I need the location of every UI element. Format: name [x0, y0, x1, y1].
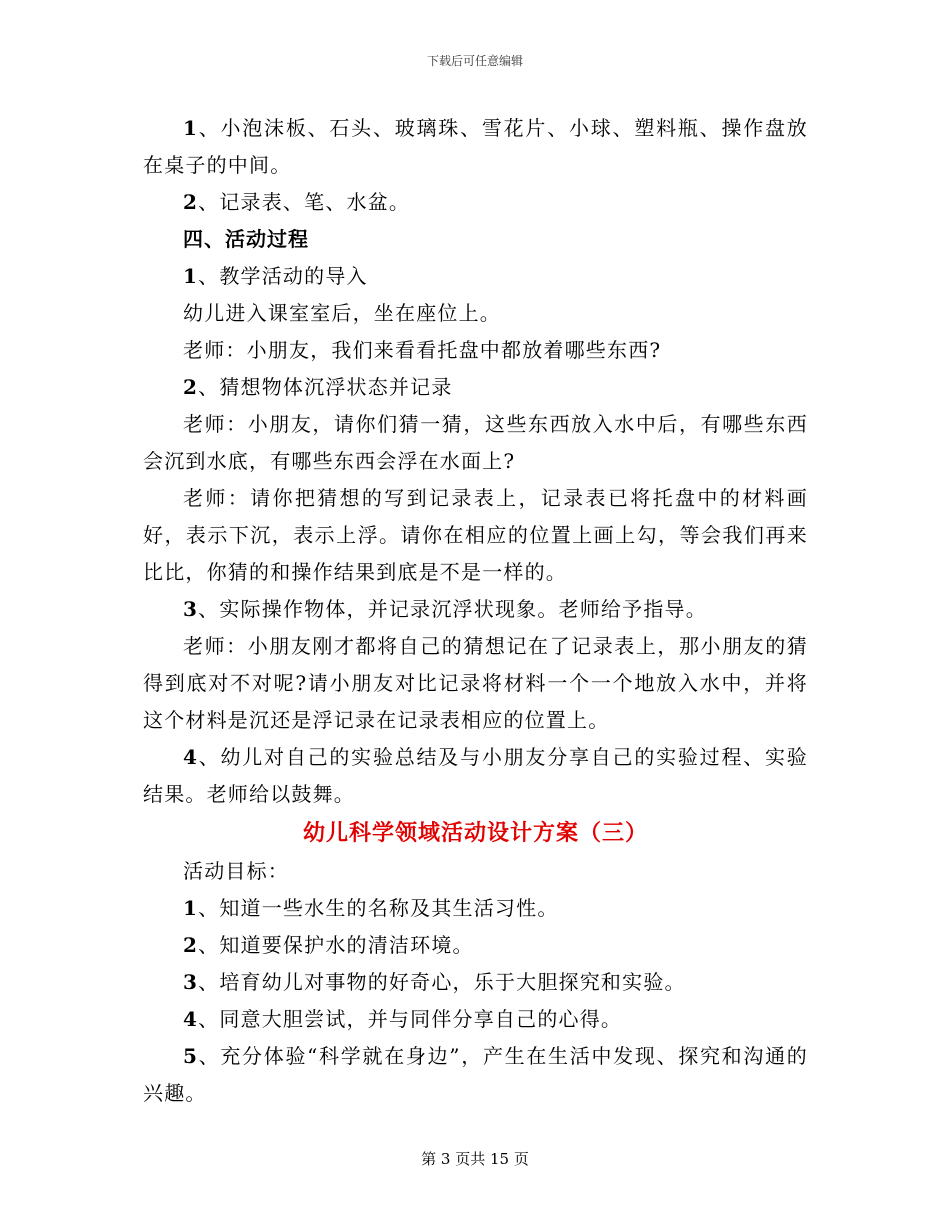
paragraph-text: 、小泡沫板、石头、玻璃珠、雪花片、小球、塑料瓶、操作盘放在桌子的中间。 [143, 116, 808, 177]
paragraph [143, 295, 808, 332]
paragraph-text: 、知道要保护水的清洁环境。 [198, 933, 474, 957]
item-number: 3 [183, 597, 199, 621]
item-number: 2 [183, 190, 199, 214]
paragraph-text: 活动目标： [183, 859, 289, 883]
paragraph [143, 258, 808, 295]
paragraph-text: 老师：小朋友，我们来看看托盘中都放着哪些东西? [183, 338, 662, 362]
paragraph-text: 、教学活动的导入 [198, 264, 368, 288]
paragraph-text: 、记录表、笔、水盆。 [198, 190, 411, 214]
paragraph [143, 480, 808, 591]
paragraph [143, 1001, 808, 1038]
page-header: 下载后可任意编辑 [426, 54, 523, 68]
item-number: 1 [183, 116, 199, 140]
paragraph-text: 老师：小朋友刚才都将自己的猜想记在了记录表上，那小朋友的猜得到底对不对呢?请小朋友对比记录将材料一个一个地放入水中，并将这个材料是沉还是浮记录在记录表相应的位置上。 [143, 634, 808, 732]
item-number: 3 [183, 970, 199, 994]
paragraph [143, 406, 808, 480]
paragraph-text: 老师：小朋友，请你们猜一猜，这些东西放入水中后，有哪些东西会沉到水底，有哪些东西会浮在水面上? [143, 412, 808, 473]
item-number: 5 [183, 1044, 199, 1068]
paragraph-text: 幼儿进入课室室后，坐在座位上。 [183, 301, 501, 325]
paragraph-text: 、知道一些水生的名称及其生活习性。 [198, 896, 559, 920]
item-number: 2 [183, 933, 199, 957]
activity-goals [143, 853, 808, 1112]
paragraph [143, 369, 808, 406]
paragraph [143, 591, 808, 628]
paragraph-text: 、培育幼儿对事物的好奇心，乐于大胆探究和实验。 [198, 970, 686, 994]
paragraph [143, 332, 808, 369]
activity-process [143, 258, 808, 813]
item-number: 2 [183, 375, 199, 399]
paragraph [143, 890, 808, 927]
paragraph [143, 184, 808, 221]
paragraph-text: 老师：请你把猜想的写到记录表上，记录表已将托盘中的材料画好，表示下沉，表示上浮。请你在相应的位置上画上勾，等会我们再来比比，你猜的和操作结果到底是不是一样的。 [143, 486, 808, 584]
paragraph [143, 853, 808, 890]
item-number: 1 [183, 896, 199, 920]
item-number: 4 [183, 1007, 199, 1031]
page-footer: 第 3 页共 15 页 [421, 1150, 529, 1168]
paragraph [143, 1038, 808, 1112]
paragraph-text: 、实际操作物体，并记录沉浮状现象。老师给予指导。 [198, 597, 707, 621]
paragraph [143, 927, 808, 964]
item-number: 1 [183, 264, 199, 288]
paragraph-text: 、充分体验“科学就在身边”，产生在生活中发现、探究和沟通的兴趣。 [143, 1044, 808, 1105]
document-title: 幼儿科学领域活动设计方案（三） [302, 820, 648, 846]
paragraph-text: 、同意大胆尝试，并与同伴分享自己的心得。 [198, 1007, 623, 1031]
paragraph [143, 628, 808, 739]
materials-list [143, 110, 808, 221]
item-number: 4 [183, 745, 199, 769]
paragraph [143, 739, 808, 813]
paragraph-text: 、幼儿对自己的实验总结及与小朋友分享自己的实验过程、实验结果。老师给以鼓舞。 [143, 745, 808, 806]
section-heading: 四、活动过程 [183, 227, 309, 251]
paragraph [143, 110, 808, 184]
document-body [143, 110, 808, 1112]
paragraph [143, 964, 808, 1001]
paragraph-text: 、猜想物体沉浮状态并记录 [198, 375, 453, 399]
